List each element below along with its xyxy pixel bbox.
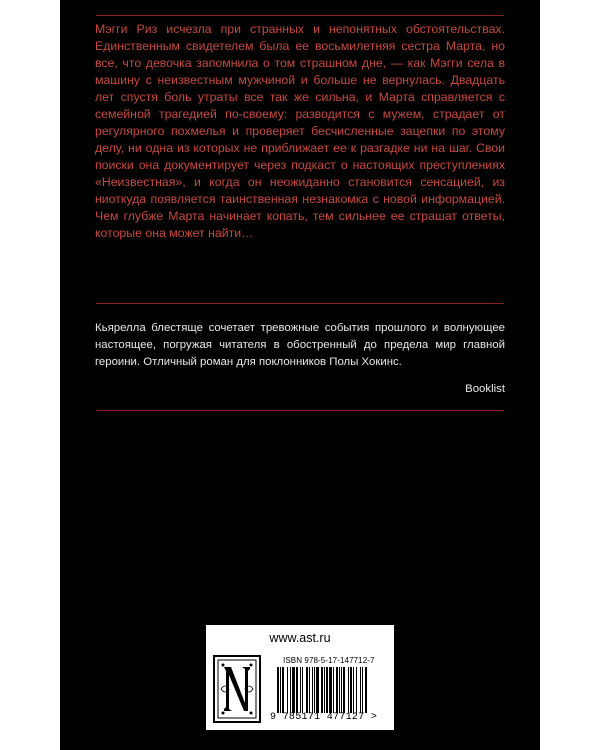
barcode-bars [277,667,389,713]
barcode-digits: 9 785171 477127 > [270,712,378,723]
review-quote: Кьярелла блестяще сочетает тревожные события прошлого и волнующее настоящее, погружая читателя в обостренный до предела мир главной героини. Отличный роман для поклонников Полы Хокинс. [95,322,505,368]
lower-divider [96,410,504,411]
book-blurb: Мэгги Риз исчезла при странных и непонятных обстоятельствах. Единственным свидетелем была ее восьмилетняя сестра Марта, но все, что девочка запомнила о том страшном дне, — как Мэгги села в машину с неизвестным мужчиной и больше не вернулась. Двадцать лет спустя боль утраты все так же сильна, и Марта справляется с семейной трагедией по-своему: разводится с мужем, страдает от регулярного похмелья и проверяет бесчисленные зацепки по этому делу, ни одна из которых не приближает ее к разгадке ни на шаг. Свои поиски она документирует через подкаст о настоящих преступлениях «Неизвестная», и когда он неожиданно становится сенсацией, из ниоткуда появляется таинственная незнакомка с новой информацией. Чем глубже Марта начинает копать, тем сильнее ее страшат ответы, которые она может найти… [95,22,505,240]
barcode-panel [206,625,394,730]
middle-divider [96,303,504,304]
back-cover [60,0,540,750]
top-divider [96,15,504,16]
isbn-number: ISBN 978-5-17-147712-7 [283,656,375,665]
review-source: Booklist [465,383,505,395]
publisher-logo-icon [213,655,261,723]
publisher-website: www.ast.ru [269,631,331,645]
